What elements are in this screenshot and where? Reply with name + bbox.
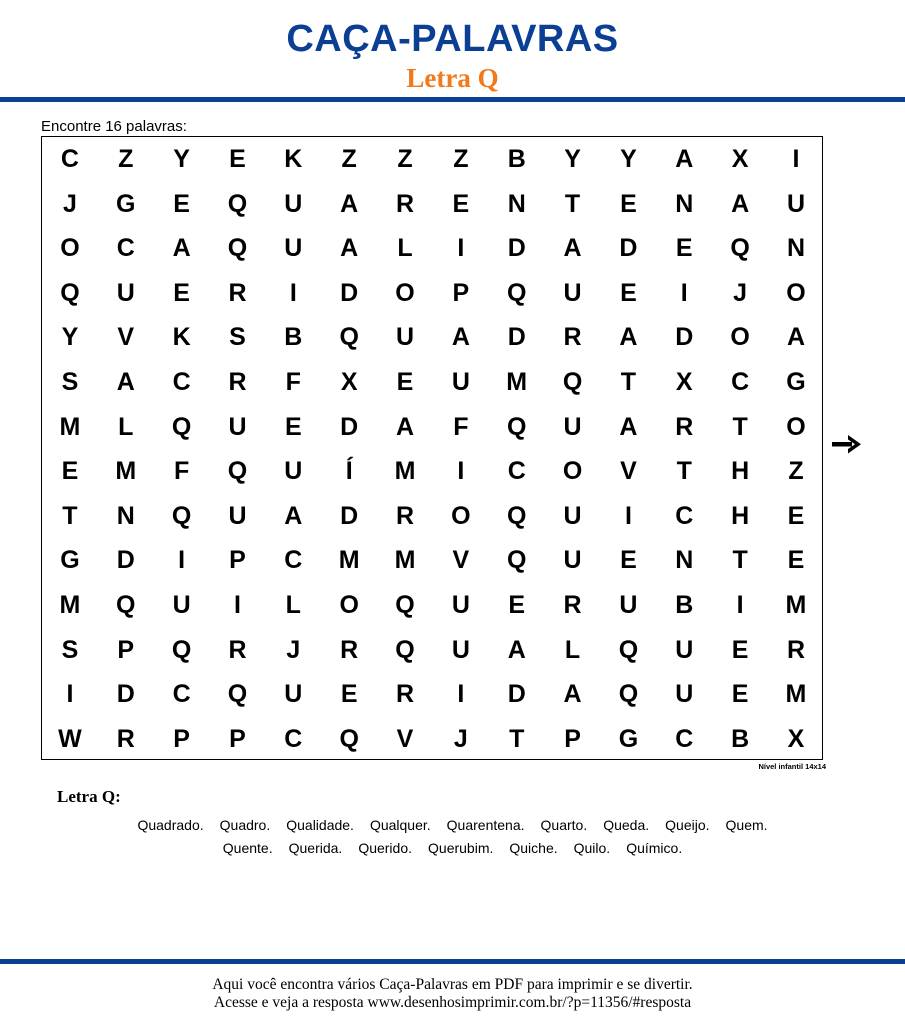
- grid-cell: X: [675, 368, 693, 396]
- grid-cell: H: [731, 501, 750, 530]
- grid-cell: Q: [116, 591, 136, 619]
- grid-cell: E: [508, 591, 526, 619]
- grid-cell: D: [340, 501, 359, 530]
- grid-cell: U: [284, 680, 303, 709]
- grid-row: [42, 717, 822, 762]
- grid-cell: Q: [171, 635, 192, 664]
- grid-cell: U: [451, 591, 470, 619]
- grid-cell: A: [116, 368, 135, 396]
- grid-cell: O: [451, 501, 471, 530]
- grid-cell: U: [451, 635, 470, 664]
- grid-cell: G: [786, 368, 806, 396]
- level-label: Nível infantil 14x14: [758, 762, 826, 771]
- grid-cell: C: [507, 457, 526, 486]
- grid-cell: B: [731, 724, 750, 753]
- grid-cell: I: [457, 680, 465, 709]
- grid-cell: E: [731, 680, 749, 709]
- grid-cell: T: [676, 457, 692, 486]
- grid-cell: M: [59, 591, 81, 619]
- grid-cell: D: [340, 412, 359, 441]
- grid-cell: O: [339, 591, 359, 619]
- grid-cell: A: [340, 189, 359, 218]
- grid-cell: E: [731, 635, 749, 664]
- grid-cell: I: [736, 591, 744, 619]
- footer-link-text: Acesse e veja a resposta www.desenhosimprimir.com.br/?p=11356/#resposta: [213, 994, 692, 1011]
- grid-cell: I: [624, 501, 632, 530]
- grid-cell: Q: [618, 635, 639, 664]
- grid-cell: I: [457, 457, 465, 486]
- grid-cell: E: [284, 412, 302, 441]
- grid-cell: R: [563, 323, 582, 352]
- grid-row: [42, 628, 822, 673]
- grid-cell: E: [229, 145, 246, 173]
- grid-row: [42, 182, 822, 227]
- grid-cell: G: [116, 189, 136, 218]
- grid-cell: J: [286, 635, 301, 664]
- grid-cell: P: [229, 724, 246, 753]
- grid-cell: P: [117, 635, 135, 664]
- grid-cell: C: [60, 145, 79, 173]
- grid-cell: D: [340, 278, 359, 307]
- grid-cell: A: [563, 234, 582, 263]
- grid-cell: S: [229, 323, 246, 352]
- grid-cell: R: [228, 635, 247, 664]
- grid-cell: E: [61, 457, 79, 486]
- grid-cell: T: [620, 368, 637, 396]
- grid-cell: R: [395, 189, 415, 218]
- grid-cell: X: [340, 368, 358, 396]
- grid-cell: J: [62, 189, 77, 218]
- grid-cell: E: [173, 278, 190, 307]
- grid-cell: Y: [564, 145, 581, 173]
- grid-cell: A: [731, 189, 750, 218]
- grid-cell: B: [284, 323, 303, 352]
- grid-cell: P: [452, 278, 470, 307]
- grid-cell: T: [564, 189, 581, 218]
- grid-cell: Q: [506, 412, 527, 441]
- grid-cell: A: [563, 680, 582, 709]
- grid-cell: I: [233, 591, 241, 619]
- grid-cell: H: [731, 457, 750, 486]
- grid-cell: D: [507, 234, 526, 263]
- word-list-item: Quadrado.: [137, 817, 204, 833]
- grid-cell: Q: [618, 680, 639, 709]
- grid-cell: D: [507, 680, 526, 709]
- grid-cell: E: [620, 189, 637, 218]
- word-list-line-1: [0, 816, 905, 834]
- grid-cell: U: [116, 278, 135, 307]
- grid-cell: E: [620, 546, 637, 575]
- grid-cell: B: [675, 591, 694, 619]
- grid-row: [42, 538, 822, 583]
- word-list-title: Letra Q:: [57, 787, 121, 806]
- grid-cell: F: [173, 457, 190, 486]
- grid-cell: V: [396, 724, 414, 753]
- grid-cell: I: [289, 278, 297, 307]
- grid-cell: M: [59, 412, 81, 441]
- word-list-item: Quem.: [725, 817, 768, 833]
- grid-cell: C: [675, 501, 694, 530]
- page-title: CAÇA-PALAVRAS: [286, 18, 619, 60]
- grid-cell: U: [619, 591, 638, 619]
- grid-cell: Y: [61, 323, 79, 352]
- grid-row: [42, 226, 822, 271]
- grid-cell: M: [785, 591, 807, 619]
- grid-cell: D: [619, 234, 638, 263]
- word-list-item: Qualidade.: [286, 817, 354, 833]
- grid-cell: P: [173, 724, 190, 753]
- grid-cell: O: [60, 234, 80, 263]
- instruction-text: Encontre 16 palavras:: [41, 118, 187, 135]
- grid-cell: X: [731, 145, 749, 173]
- grid-cell: K: [284, 145, 303, 173]
- grid-cell: T: [732, 546, 748, 575]
- grid-cell: V: [620, 457, 637, 486]
- grid-cell: T: [732, 412, 748, 441]
- grid-cell: Y: [173, 145, 190, 173]
- grid-cell: U: [284, 234, 303, 263]
- grid-cell: I: [792, 145, 800, 173]
- grid-cell: Q: [339, 323, 359, 352]
- grid-cell: U: [228, 501, 247, 530]
- grid-row: [42, 271, 822, 316]
- grid-row: [42, 137, 822, 182]
- word-list-item: Quadro.: [219, 817, 271, 833]
- grid-cell: E: [787, 501, 805, 530]
- word-list-item: Quarentena.: [446, 817, 525, 833]
- word-list-item: Querubim.: [428, 840, 494, 856]
- grid-cell: N: [116, 501, 135, 530]
- grid-cell: S: [61, 635, 79, 664]
- grid-cell: P: [564, 724, 581, 753]
- word-list-item: Querida.: [288, 840, 343, 856]
- grid-cell: U: [786, 189, 805, 218]
- word-list-item: Químico.: [626, 840, 683, 856]
- grid-cell: O: [786, 278, 806, 307]
- grid-cell: E: [340, 680, 358, 709]
- grid-cell: Q: [730, 234, 750, 263]
- grid-cell: U: [395, 323, 415, 352]
- grid-cell: R: [395, 501, 415, 530]
- grid-cell: Z: [118, 145, 134, 173]
- grid-cell: Z: [453, 145, 469, 173]
- grid-cell: L: [118, 412, 134, 441]
- bottom-divider: [0, 959, 905, 964]
- word-list-item: Quente.: [222, 840, 273, 856]
- grid-cell: I: [457, 234, 465, 263]
- grid-cell: M: [394, 457, 416, 486]
- grid-cell: Q: [60, 278, 80, 307]
- grid-row: [42, 315, 822, 360]
- word-list-item: Quiche.: [509, 840, 558, 856]
- grid-cell: Z: [341, 145, 357, 173]
- grid-cell: O: [562, 457, 583, 486]
- grid-cell: K: [172, 323, 191, 352]
- grid-cell: T: [509, 724, 525, 753]
- grid-cell: Q: [227, 189, 248, 218]
- grid-row: [42, 494, 822, 539]
- grid-cell: Q: [506, 501, 527, 530]
- grid-cell: Q: [227, 680, 248, 709]
- grid-cell: C: [116, 234, 135, 263]
- grid-cell: A: [619, 412, 638, 441]
- grid-cell: A: [172, 234, 191, 263]
- word-search-grid: [41, 136, 823, 760]
- page-subtitle: Letra Q: [406, 63, 499, 93]
- grid-cell: D: [675, 323, 694, 352]
- grid-cell: C: [675, 724, 694, 753]
- grid-cell: U: [563, 546, 582, 575]
- grid-cell: M: [338, 546, 360, 575]
- grid-cell: J: [733, 278, 748, 307]
- grid-cell: M: [115, 457, 137, 486]
- grid-cell: U: [563, 501, 582, 530]
- grid-cell: O: [730, 323, 750, 352]
- grid-cell: U: [563, 412, 582, 441]
- grid-cell: C: [172, 368, 191, 396]
- top-divider: [0, 97, 905, 102]
- grid-cell: N: [675, 546, 694, 575]
- grid-cell: P: [229, 546, 246, 575]
- right-arrow-icon: [831, 432, 863, 456]
- grid-row: [42, 583, 822, 628]
- grid-cell: B: [507, 145, 526, 173]
- grid-cell: R: [228, 278, 247, 307]
- grid-cell: E: [620, 278, 637, 307]
- grid-cell: U: [284, 457, 303, 486]
- grid-cell: A: [507, 635, 526, 664]
- grid-cell: Q: [171, 501, 192, 530]
- grid-cell: L: [285, 591, 301, 619]
- grid-cell: L: [397, 234, 413, 263]
- grid-cell: N: [786, 234, 805, 263]
- grid-cell: E: [787, 546, 805, 575]
- grid-cell: R: [675, 412, 694, 441]
- grid-cell: Q: [562, 368, 583, 396]
- grid-row: [42, 449, 822, 494]
- grid-cell: A: [619, 323, 638, 352]
- grid-cell: E: [396, 368, 414, 396]
- grid-cell: Q: [395, 591, 415, 619]
- grid-cell: Q: [506, 278, 527, 307]
- grid-cell: I: [178, 546, 186, 575]
- grid-cell: X: [787, 724, 805, 753]
- grid-cell: E: [173, 189, 190, 218]
- grid-cell: D: [116, 680, 135, 709]
- grid-cell: N: [507, 189, 526, 218]
- grid-cell: S: [61, 368, 79, 396]
- grid-cell: Í: [345, 457, 353, 486]
- grid-row: [42, 360, 822, 405]
- grid-cell: D: [116, 546, 135, 575]
- grid-cell: U: [675, 635, 694, 664]
- grid-cell: C: [731, 368, 750, 396]
- grid-cell: M: [394, 546, 416, 575]
- grid-cell: A: [451, 323, 470, 352]
- grid-cell: Z: [397, 145, 413, 173]
- grid-cell: A: [284, 501, 303, 530]
- grid-cell: D: [507, 323, 526, 352]
- grid-cell: A: [786, 323, 805, 352]
- grid-cell: Q: [395, 635, 415, 664]
- grid-cell: M: [785, 680, 807, 709]
- grid-cell: T: [62, 501, 78, 530]
- grid-cell: I: [66, 680, 74, 709]
- grid-cell: C: [284, 546, 303, 575]
- grid-cell: G: [60, 546, 80, 575]
- word-list-item: Querido.: [358, 840, 413, 856]
- grid-cell: N: [675, 189, 694, 218]
- grid-cell: E: [675, 234, 693, 263]
- grid-cell: U: [228, 412, 247, 441]
- grid-cell: Q: [171, 412, 192, 441]
- grid-row: [42, 672, 822, 717]
- grid-cell: R: [563, 591, 582, 619]
- footer-text: Aqui você encontra vários Caça-Palavras em PDF para imprimir e se divertir.: [212, 976, 693, 993]
- grid-cell: V: [117, 323, 135, 352]
- word-list-item: Qualquer.: [369, 817, 431, 833]
- word-list-item: Quilo.: [573, 840, 611, 856]
- grid-cell: E: [452, 189, 470, 218]
- grid-cell: Q: [339, 724, 359, 753]
- grid-cell: A: [675, 145, 694, 173]
- grid-cell: U: [563, 278, 582, 307]
- grid-cell: W: [58, 724, 82, 753]
- word-list-item: Queda.: [603, 817, 650, 833]
- grid-cell: J: [453, 724, 468, 753]
- grid-cell: I: [680, 278, 688, 307]
- grid-cell: A: [395, 412, 415, 441]
- grid-row: [42, 405, 822, 450]
- grid-cell: R: [228, 368, 247, 396]
- grid-cell: G: [618, 724, 639, 753]
- grid-cell: Q: [227, 234, 248, 263]
- grid-cell: O: [786, 412, 806, 441]
- grid-cell: U: [675, 680, 694, 709]
- grid-cell: R: [786, 635, 805, 664]
- grid-cell: V: [452, 546, 470, 575]
- word-list-line-2: [0, 839, 905, 857]
- grid-cell: Q: [506, 546, 527, 575]
- grid-cell: L: [564, 635, 581, 664]
- grid-cell: U: [284, 189, 303, 218]
- grid-cell: A: [340, 234, 359, 263]
- grid-cell: R: [340, 635, 359, 664]
- word-list-item: Queijo.: [665, 817, 710, 833]
- word-list-item: Quarto.: [540, 817, 588, 833]
- grid-cell: R: [116, 724, 135, 753]
- grid-cell: U: [451, 368, 470, 396]
- grid-cell: O: [395, 278, 415, 307]
- grid-cell: Z: [788, 457, 804, 486]
- grid-cell: R: [395, 680, 415, 709]
- grid-cell: Y: [620, 145, 637, 173]
- grid-cell: U: [172, 591, 191, 619]
- grid-cell: M: [506, 368, 528, 396]
- grid-cell: Q: [227, 457, 248, 486]
- grid-cell: C: [284, 724, 303, 753]
- grid-cell: F: [453, 412, 469, 441]
- grid-cell: C: [172, 680, 191, 709]
- grid-cell: F: [285, 368, 301, 396]
